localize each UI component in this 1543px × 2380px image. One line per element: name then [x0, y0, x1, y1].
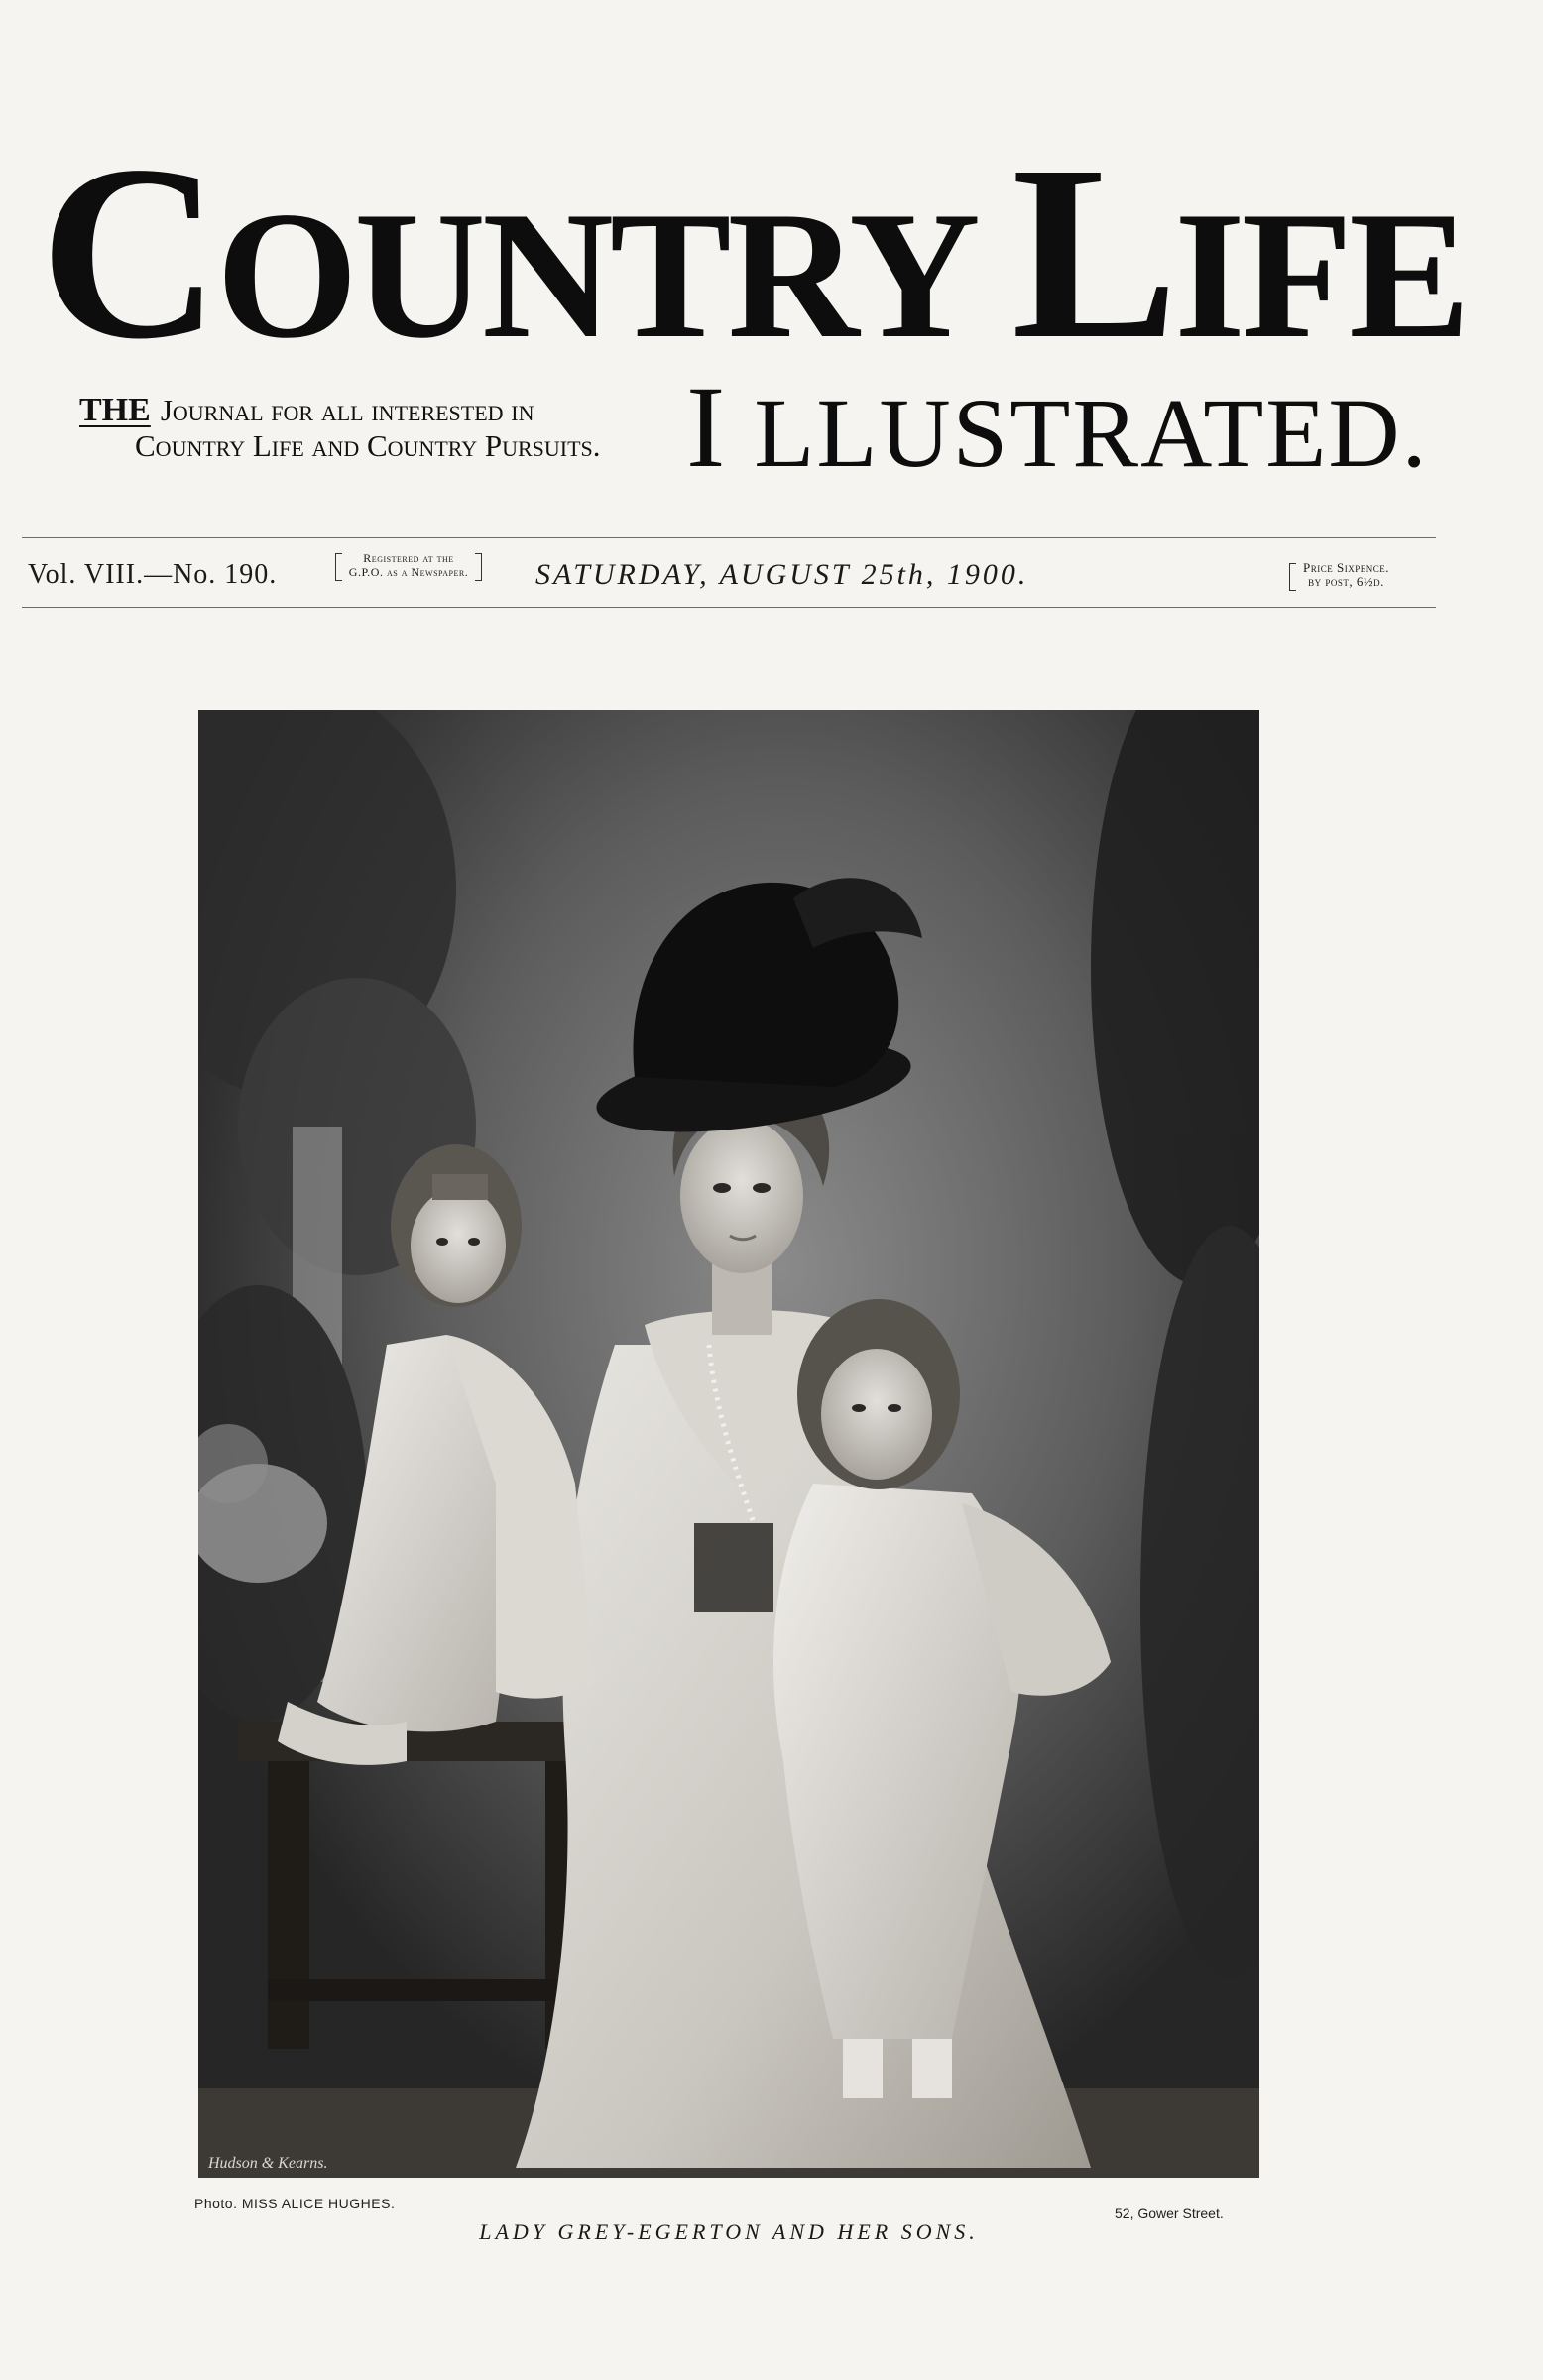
dateline-rule-bottom	[22, 607, 1436, 608]
price-note	[1289, 561, 1448, 589]
tagline-line-2: Country Life and Country Pursuits.	[135, 428, 601, 463]
registration-note	[305, 551, 512, 579]
cover-photograph	[198, 710, 1259, 2178]
photo-caption: LADY GREY-EGERTON AND HER SONS.	[479, 2219, 979, 2244]
tagline-line-1-text: Journal for all interested in	[160, 393, 534, 427]
illustrated-initial: I	[686, 362, 728, 492]
price-line-2: by post, 6½d.	[1308, 574, 1384, 589]
masthead-tagline	[79, 393, 674, 464]
masthead-illustrated	[686, 362, 1429, 492]
volume-number: Vol. VIII.—No. 190.	[28, 559, 278, 590]
tagline-the: THE	[79, 392, 151, 428]
dateline-rule-top	[22, 537, 1436, 538]
registration-line-1: Registered at the	[363, 551, 454, 565]
price-line-1: Price Sixpence.	[1303, 560, 1389, 575]
masthead-word-life: IFE	[1174, 174, 1467, 376]
registration-line-2: G.P.O. as a Newspaper.	[348, 565, 469, 579]
engraver-mark: Hudson & Kearns.	[208, 2155, 328, 2172]
masthead-letter-c: C	[40, 113, 216, 391]
photo-credit: Photo. MISS ALICE HUGHES.	[194, 2196, 396, 2211]
masthead-letter-l: L	[1011, 113, 1175, 391]
masthead-title	[40, 113, 1467, 391]
illustrated-rest: LLUSTRATED.	[754, 378, 1429, 488]
portrait-illustration	[198, 710, 1259, 2178]
issue-date: SATURDAY, AUGUST 25th, 1900.	[535, 558, 1029, 591]
masthead-word-country: OUNTRY	[216, 174, 1012, 376]
mothers-face	[680, 1119, 803, 1273]
tagline-line-1	[79, 393, 674, 428]
studio-address: 52, Gower Street.	[1115, 2205, 1224, 2221]
